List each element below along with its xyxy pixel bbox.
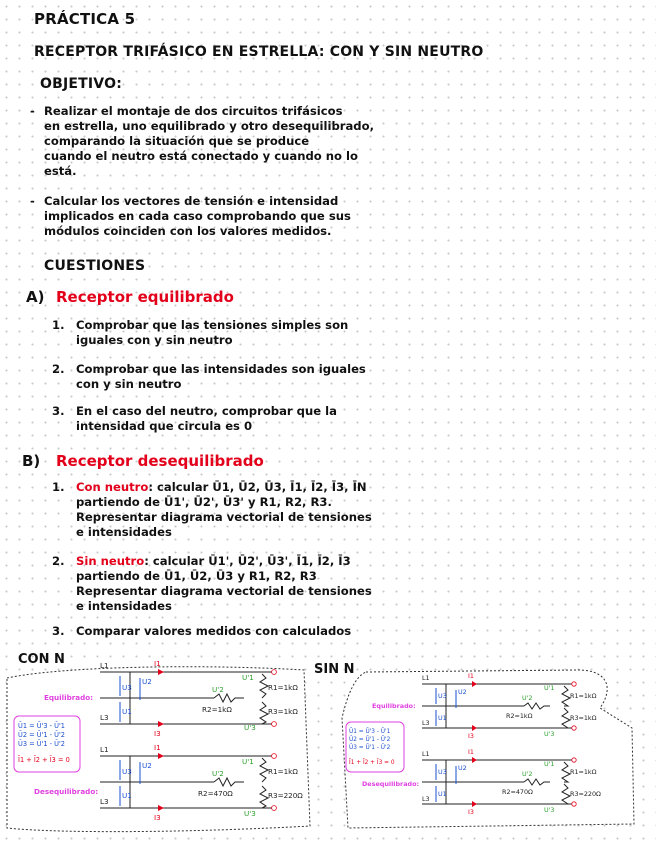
item-line: Representar diagrama vectorial de tensiones: [76, 510, 372, 524]
equilibrado-label: Equilibrado:: [372, 702, 416, 710]
objetivo-1-line: comparando la situación que se produce: [44, 134, 310, 148]
item-line: intensidad que circula es 0: [76, 419, 253, 433]
circuit-panel-con-neutro: [4, 656, 314, 836]
item-line: iguales con y sin neutro: [76, 333, 233, 347]
item-number: 1.: [52, 318, 65, 332]
page-subtitle: RECEPTOR TRIFÁSICO EN ESTRELLA: CON Y SIN NEUTRO: [34, 44, 484, 60]
bullet-marker: -: [30, 194, 35, 208]
line-label-l1: L1: [422, 674, 430, 682]
item-line: partiendo de Ū1', Ū2', Ū3' y R1, R2, R3.: [76, 495, 332, 509]
voltage-label-u3p: U'3: [244, 809, 256, 818]
objetivo-2-line: Calcular los vectores de tensión e intensidad: [44, 194, 339, 208]
objetivo-2-line: implicados en cada caso comprobando que sus: [44, 209, 351, 223]
page-title: PRÁCTICA 5: [34, 10, 136, 28]
item-number: 1.: [52, 480, 65, 494]
item-number: 3.: [52, 624, 65, 638]
voltage-label-u3: U3: [122, 767, 132, 776]
voltage-label-u2p: U'2: [522, 694, 533, 702]
section-a-title: Receptor equilibrado: [56, 288, 234, 306]
objetivo-1-line: está.: [44, 164, 77, 178]
item-line: Comprobar que las intensidades son iguales: [76, 362, 366, 376]
line-label-l3: L3: [100, 713, 109, 722]
section-b-title: Receptor desequilibrado: [56, 452, 264, 470]
relation-u1: Ū1 = Ū'3 - Ū'1: [349, 729, 391, 735]
con-neutro-label: CON N: [18, 652, 65, 667]
item-line: Representar diagrama vectorial de tensiones: [76, 584, 372, 598]
voltage-label-u1p: U'1: [242, 673, 254, 682]
voltage-label-u2: U2: [142, 677, 152, 686]
relation-u3: Ū3 = Ū'1 - Ū'2: [349, 745, 391, 751]
cuestiones-heading: CUESTIONES: [44, 258, 146, 274]
voltage-label-u1: U1: [122, 791, 132, 800]
objetivo-1-line: en estrella, uno equilibrado y otro desequilibrado,: [44, 119, 374, 133]
circuit-panel-sin-neutro: [338, 668, 638, 832]
item-number: 2.: [52, 554, 65, 568]
current-label-i1: I1: [154, 659, 161, 668]
resistor-r1-label: R1=1kΩ: [570, 768, 597, 776]
relation-u2: Ū2 = Ū'1 - Ū'2: [349, 737, 391, 743]
resistor-r1-label: R1=1kΩ: [268, 767, 298, 776]
voltage-label-u2: U2: [142, 761, 152, 770]
voltage-label-u2p: U'2: [212, 685, 224, 694]
line-label-l3: L3: [422, 795, 430, 803]
voltage-label-u1: U1: [438, 790, 447, 798]
equilibrado-label: Equilibrado:: [44, 693, 94, 702]
item-number: 3.: [52, 404, 65, 418]
line-label-l1: L1: [100, 745, 109, 754]
item-line: e intensidades: [76, 599, 172, 613]
item-line: Comparar valores medidos con calculados: [76, 624, 352, 638]
voltage-label-u1p: U'1: [242, 757, 254, 766]
voltage-label-u3: U3: [438, 768, 447, 776]
item-number: 2.: [52, 362, 65, 376]
item-line: con y sin neutro: [76, 377, 182, 391]
objetivo-1-line: Realizar el montaje de dos circuitos trifásicos: [44, 104, 343, 118]
current-label-i1: I1: [154, 743, 161, 752]
desequilibrado-label: Desequilibrado:: [34, 787, 99, 796]
current-label-i3: I3: [154, 813, 161, 822]
section-a-letter: A): [26, 288, 45, 306]
objetivo-1-line: cuando el neutro está conectado y cuando no lo: [44, 149, 358, 163]
item-red-label: Sin neutro: [76, 554, 145, 568]
voltage-label-u3p: U'3: [544, 806, 555, 814]
line-label-l3: L3: [422, 719, 430, 727]
item-line: : calcular Ū1', Ū2', Ū3', Ī1, Ī2, Ī3: [144, 554, 351, 568]
voltage-label-u2: U2: [458, 688, 467, 696]
voltage-label-u2p: U'2: [212, 769, 224, 778]
section-b-letter: B): [22, 452, 41, 470]
resistor-r3-label: R3=1kΩ: [570, 714, 597, 722]
line-label-l1: L1: [422, 750, 430, 758]
bullet-marker: -: [30, 104, 35, 118]
circuit-diagram-sin-neutro: [338, 668, 638, 832]
resistor-r1-label: R1=1kΩ: [268, 683, 298, 692]
item-line: : calcular Ū1, Ū2, Ū3, Ī1, Ī2, Ī3, ĪN: [148, 480, 367, 494]
current-label-i3: I3: [468, 808, 474, 816]
item-red-label: Con neutro: [76, 480, 149, 494]
current-sum: Ī1 + Ī2 + Ī3 = 0: [349, 760, 395, 766]
sin-neutro-label: SIN N: [314, 662, 355, 677]
voltage-label-u3p: U'3: [244, 723, 256, 732]
item-line: En el caso del neutro, comprobar que la: [76, 404, 337, 418]
relation-u2: Ū2 = Ū'1 - Ū'2: [18, 731, 65, 739]
current-label-i1: I1: [468, 672, 474, 680]
resistor-r2-label: R2=470Ω: [502, 788, 533, 796]
item-line: e intensidades: [76, 525, 172, 539]
objetivo-heading: OBJETIVO:: [40, 76, 122, 92]
voltage-label-u1p: U'1: [544, 760, 555, 768]
voltage-label-u2: U2: [458, 764, 467, 772]
relation-u3: Ū3 = Ū'1 - Ū'2: [18, 740, 65, 748]
resistor-r2-label: R2=470Ω: [198, 789, 233, 798]
voltage-label-u3: U3: [438, 692, 447, 700]
relation-u1: Ū1 = Ū'3 - Ū'1: [18, 722, 65, 730]
resistor-r3-label: R3=220Ω: [570, 790, 601, 798]
voltage-label-u3p: U'3: [544, 730, 555, 738]
resistor-r3-label: R3=1kΩ: [268, 707, 298, 716]
resistor-r2-label: R2=1kΩ: [506, 712, 533, 720]
voltage-label-u1: U1: [438, 714, 447, 722]
item-line: Comprobar que las tensiones simples son: [76, 318, 349, 332]
current-label-i1: I1: [468, 748, 474, 756]
voltage-label-u1: U1: [122, 707, 132, 716]
current-sum: Ī1 + Ī2 + Ī3 = 0: [18, 756, 70, 764]
voltage-label-u3: U3: [122, 683, 132, 692]
current-label-i3: I3: [468, 732, 474, 740]
voltage-label-u1p: U'1: [544, 684, 555, 692]
line-label-l3: L3: [100, 797, 109, 806]
voltage-label-u2p: U'2: [522, 770, 533, 778]
current-label-i3: I3: [154, 729, 161, 738]
objetivo-2-line: módulos coinciden con los valores medidos.: [44, 224, 332, 238]
line-label-l1: L1: [100, 661, 109, 670]
resistor-r2-label: R2=1kΩ: [202, 705, 232, 714]
circuit-diagram-con-neutro: [4, 656, 314, 836]
resistor-r1-label: R1=1kΩ: [570, 692, 597, 700]
desequilibrado-label: Desequilibrado:: [362, 780, 420, 788]
resistor-r3-label: R3=220Ω: [268, 791, 303, 800]
item-line: partiendo de Ū1, Ū2, Ū3 y R1, R2, R3: [76, 569, 317, 583]
